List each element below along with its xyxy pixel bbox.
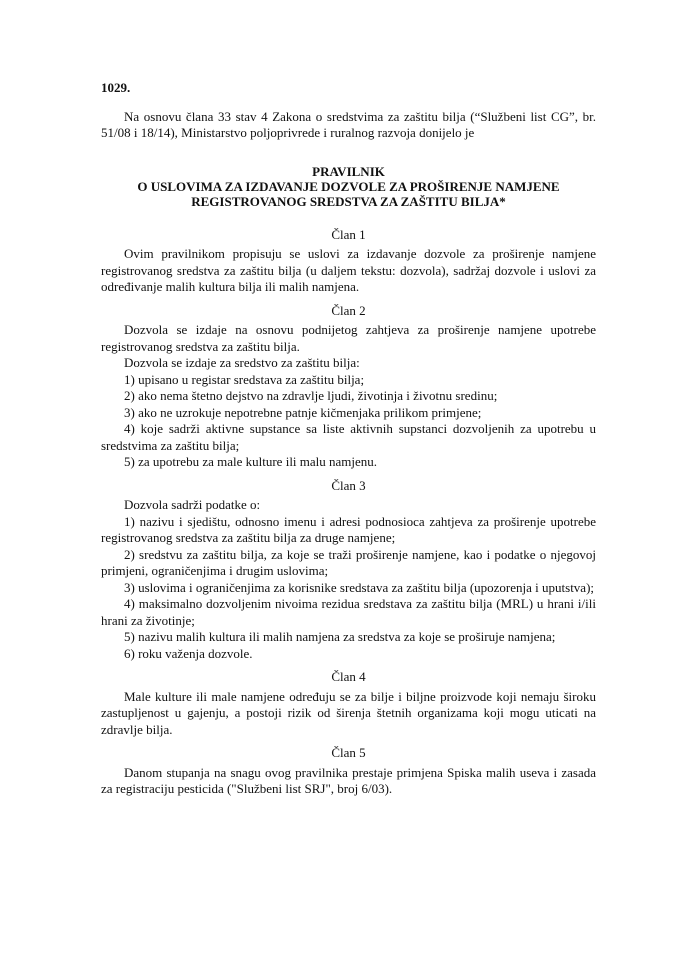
title-line-3: REGISTROVANOG SREDSTVA ZA ZAŠTITU BILJA* bbox=[191, 193, 506, 209]
document-body bbox=[101, 80, 596, 798]
list-item: 1) upisano u registar sredstava za zaštitu bilja; bbox=[124, 371, 365, 387]
list-item: 5) nazivu malih kultura ili malih namjena za sredstva za koje se proširuje namjena; bbox=[124, 629, 556, 644]
article-heading: Član 2 bbox=[331, 302, 366, 318]
list-item: 1) nazivu i sjedištu, odnosno imenu i adresi podnosioca zahtjeva za proširenje upotrebe registrovanog sredstva za zaštitu bilja za druge namjene; bbox=[101, 513, 596, 545]
article-paragraph: Ovim pravilnikom propisuju se uslovi za izdavanje dozvole za proširenje namjene registrovanog sredstva za zaštitu bilja (u daljem tekstu: dozvola), sadržaj dozvole i uslovi za određivanje malih kultura bilja ili malih namjena. bbox=[101, 246, 596, 294]
document-title bbox=[101, 164, 596, 209]
list-item: 4) maksimalno dozvoljenim nivoima rezidua sredstava za zaštitu bilja (MRL) u hrani i/ili hrani za životinje; bbox=[101, 596, 596, 628]
article-paragraph: Male kulture ili male namjene određuju se za bilje i biljne proizvode koji nemaju široku zastupljenost u gajenju, a postoji rizik od širenja štetnih organizama koji mogu uticati na zdravlje bilja. bbox=[101, 688, 596, 737]
list-item: 2) ako nema štetno dejstvo na zdravlje ljudi, životinja i životnu sredinu; bbox=[124, 388, 498, 403]
article-heading: Član 4 bbox=[331, 669, 366, 684]
list-item: 3) uslovima i ograničenjima za korisnike sredstava za zaštitu bilja (upozorenja i uputstva); bbox=[124, 579, 595, 595]
article-heading: Član 1 bbox=[331, 226, 366, 242]
article-paragraph: Danom stupanja na snagu ovog pravilnika prestaje primjena Spiska malih useva i zasada za registraciju pesticida ("Službeni list SRJ", broj 6/03). bbox=[101, 764, 596, 796]
list-item: 5) za upotrebu za male kulture ili malu namjenu. bbox=[124, 454, 378, 469]
list-item: 2) sredstvu za zaštitu bilja, za koje se traži proširenje namjene, kao i podatke o njegovoj primjeni, ograničenjima i drugim uslovima; bbox=[101, 546, 596, 578]
list-item: 4) koje sadrži aktivne supstance sa liste aktivnih supstanci dozvoljenih za upotrebu u sredstvima za zaštitu bilja; bbox=[101, 421, 596, 453]
list-item: 6) roku važenja dozvole. bbox=[124, 645, 253, 661]
article-paragraph: Dozvola se izdaje za sredstvo za zaštitu bilja: bbox=[124, 355, 360, 370]
article-paragraph: Dozvola sadrži podatke o: bbox=[124, 497, 261, 512]
list-item: 3) ako ne uzrokuje nepotrebne patnje kičmenjaka prilikom primjene; bbox=[124, 404, 482, 420]
article-paragraph: Dozvola se izdaje na osnovu podnijetog zahtjeva za proširenje namjene upotrebe registrovanog sredstva za zaštitu bilja. bbox=[101, 322, 596, 354]
preamble: Na osnovu člana 33 stav 4 Zakona o sredstvima za zaštitu bilja (“Službeni list CG”, br. 51/08 i 18/14), Ministarstvo poljoprivrede i ruralnog razvoja donijelo je bbox=[101, 108, 596, 140]
title-line-2: O USLOVIMA ZA IZDAVANJE DOZVOLE ZA PROŠIRENJE NAMJENE bbox=[137, 178, 560, 194]
document-number: 1029. bbox=[101, 80, 131, 95]
title-line-1: PRAVILNIK bbox=[312, 163, 385, 179]
article-heading: Član 3 bbox=[331, 477, 366, 493]
article-heading: Član 5 bbox=[331, 745, 366, 760]
